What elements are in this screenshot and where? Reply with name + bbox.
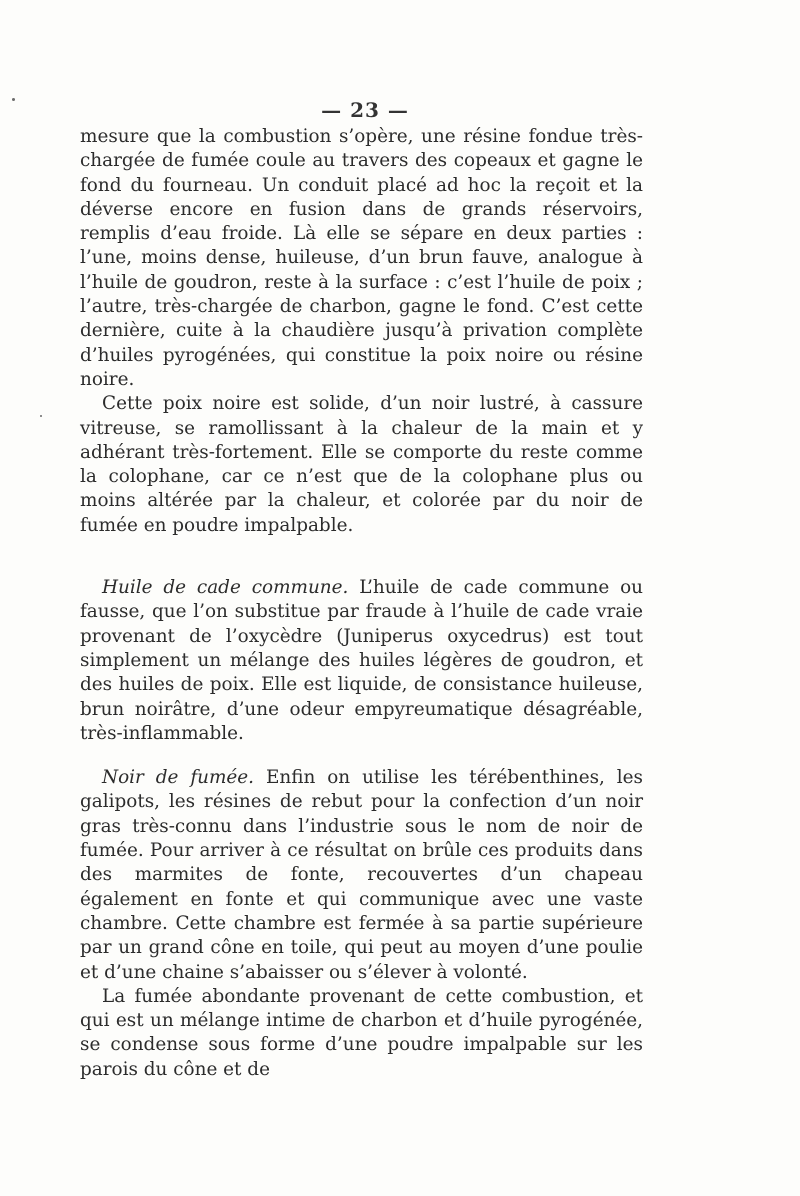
paragraph-text: L’huile de cade commune ou fausse, que l’on substitue par fraude à l’huile de cade vraie provenant de l’oxycèdre (Juniperus oxycedrus) est tout simplement un mélange des huiles légères de goudron, et des huiles de poix. Elle est liquide, de consistance huileuse, brun noirâtre, d’une odeur empyreumatique désagréable, très-inflammable. [80,577,643,744]
paragraph-resine-noire: mesure que la combustion s’opère, une résine fondue très-chargée de fumée coule au travers des copeaux et gagne le fond du fourneau. Un conduit placé ad hoc la reçoit et la déverse encore en fusion dans de grands réservoirs, remplis d’eau froide. Là elle se sépare en deux parties : l’une, moins dense, huileuse, d’un brun fauve, analogue à l’huile de goudron, reste à la surface : c’est l’huile de poix ; l’autre, très-chargée de charbon, gagne le fond. C’est cette dernière, cuite à la chaudière jusqu’à privation complète d’huiles pyrogénées, qui constitue la poix noire ou résine noire. [80,126,643,390]
section-label-huile-de-cade: Huile de cade commune. [102,577,349,599]
paragraph-fumee-abondante: La fumée abondante provenant de cette combustion, et qui est un mélange intime de charbon et d’huile pyrogénée, se condense sous forme d’une poudre impalpable sur les parois du cône et de [80,985,643,1080]
body-text [80,125,643,1082]
section-label-noir-de-fumee: Noir de fumée. [102,767,255,789]
paragraph-poix-noire: Cette poix noire est solide, d’un noir lustré, à cassure vitreuse, se ramollissant à la chaleur de la main et y adhérant très-fortement. Elle se comporte du reste comme la colophane, car ce n’est que de la colophane plus ou moins altérée par la chaleur, et colorée par du noir de fumée en poudre impalpable. [80,393,643,536]
scan-speck [40,415,42,417]
paragraph-text: Enfin on utilise les térébenthines, les galipots, les résines de rebut pour la confection d’un noir gras très-connu dans l’industrie sous le nom de noir de fumée. Pour arriver à ce résultat on brûle ces produits dans des marmites de fonte, recouvertes d’un chapeau également en fonte et qui communique avec une vaste chambre. Cette chambre est fermée à sa partie supérieure par un grand cône en toile, qui peut au moyen d’une poulie et d’une chaine s’abaisser ou s’élever à volonté. [80,767,643,983]
paragraph-huile-de-cade [80,576,643,746]
paragraph-noir-de-fumee [80,766,643,985]
page-number: — 23 — [321,98,409,122]
